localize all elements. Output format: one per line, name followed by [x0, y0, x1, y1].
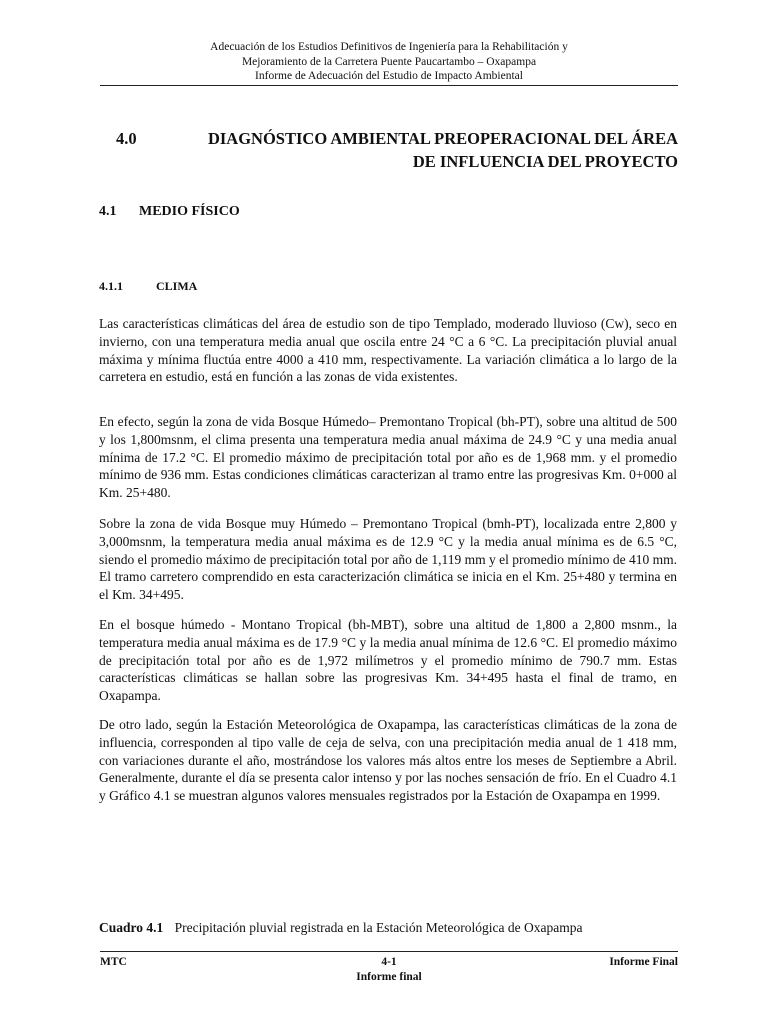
- header-line-3: Informe de Adecuación del Estudio de Impacto Ambiental: [255, 70, 523, 82]
- paragraph-1: Las características climáticas del área de estudio son de tipo Templado, moderado lluvioso (Cw), seco en invierno, con una temperatura media anual que oscila entre 24 °C a 6 °C. La precipitación pluvial anual máxima y mínima fluctúa entre 4000 a 410 mm, respectivamente. La variación climática a lo largo de la carretera en estudio, está en función a las zonas de vida existentes.: [99, 316, 677, 385]
- header-line-1: Adecuación de los Estudios Definitivos de Ingeniería para la Rehabilitación y: [210, 41, 568, 53]
- paragraph-2: En efecto, según la zona de vida Bosque Húmedo– Premontano Tropical (bh-PT), sobre una altitud de 500 y los 1,800msnm, el clima presenta una temperatura media anual máxima de 24.9 °C y una media anual mínima de 17.2 °C. El promedio máximo de precipitación total por año es de 1,968 mm. y el promedio mínimo de 936 mm. Estas condiciones climáticas caracterizan al tramo entre las progresivas Km. 0+000 al Km. 25+480.: [99, 414, 677, 501]
- table-caption: [99, 920, 583, 936]
- running-header: [100, 40, 678, 84]
- footer-subtitle: Informe final: [356, 970, 422, 983]
- running-footer: [100, 955, 678, 984]
- section-title: MEDIO FÍSICO: [139, 204, 240, 219]
- chapter-number: 4.0: [116, 129, 137, 148]
- chapter-title-line-2: DE INFLUENCIA DEL PROYECTO: [412, 152, 678, 171]
- subsection-title: CLIMA: [156, 279, 198, 293]
- table-caption-label: Cuadro 4.1: [99, 920, 164, 935]
- header-divider: [100, 85, 678, 86]
- paragraph-4: En el bosque húmedo - Montano Tropical (bh-MBT), sobre una altitud de 1,800 a 2,800 msnm., la temperatura media anual máxima es de 17.9 °C y la media anual mínima de 12.6 °C. El promedio máximo de precipitación total por año es de 1,972 milímetros y el promedio mínimo de 790.7 mm. Estas características climáticas se hallan sobre las progresivas Km. 34+495 hasta el final de tramo, en Oxapampa.: [99, 617, 677, 704]
- paragraph-5: De otro lado, según la Estación Meteorológica de Oxapampa, las características climáticas de la zona de influencia, corresponden al tipo valle de ceja de selva, con una precipitación media anual de 1 418 mm, con variaciones durante el año, mostrándose los valores más altos entre los meses de Septiembre a Abril. Generalmente, durante el día se presenta calor intenso y por las noches sensación de frío. En el Cuadro 4.1 y Gráfico 4.1 se muestran algunos valores mensuales registrados por la Estación de Oxapampa en 1999.: [99, 717, 677, 804]
- footer-divider: [100, 951, 678, 952]
- header-line-2: Mejoramiento de la Carretera Puente Paucartambo – Oxapampa: [241, 55, 537, 68]
- section-number: 4.1: [99, 204, 117, 219]
- section-heading: [99, 204, 240, 220]
- footer-right: Informe Final: [609, 956, 678, 968]
- subsection-number: 4.1.1: [99, 279, 123, 293]
- table-caption-text: Precipitación pluvial registrada en la Estación Meteorológica de Oxapampa: [174, 920, 583, 935]
- paragraph-3: Sobre la zona de vida Bosque muy Húmedo – Premontano Tropical (bmh-PT), localizada entre 2,800 y 3,000msnm, la temperatura media anual máxima es de 12.9 °C y la media anual mínima es de 6.5 °C, siendo el promedio máximo de precipitación total por año de 1,119 mm y el promedio mínimo de 410 mm. El tramo carretero comprendido en esta caracterización climática se inicia en el Km. 25+480 y termina en el Km. 34+495.: [99, 516, 677, 603]
- chapter-title-line-1: DIAGNÓSTICO AMBIENTAL PREOPERACIONAL DEL ÁREA: [207, 129, 678, 148]
- footer-left: MTC: [100, 956, 127, 968]
- page-number: 4-1: [381, 956, 397, 968]
- subsection-heading: [99, 279, 198, 294]
- chapter-heading: [116, 127, 678, 173]
